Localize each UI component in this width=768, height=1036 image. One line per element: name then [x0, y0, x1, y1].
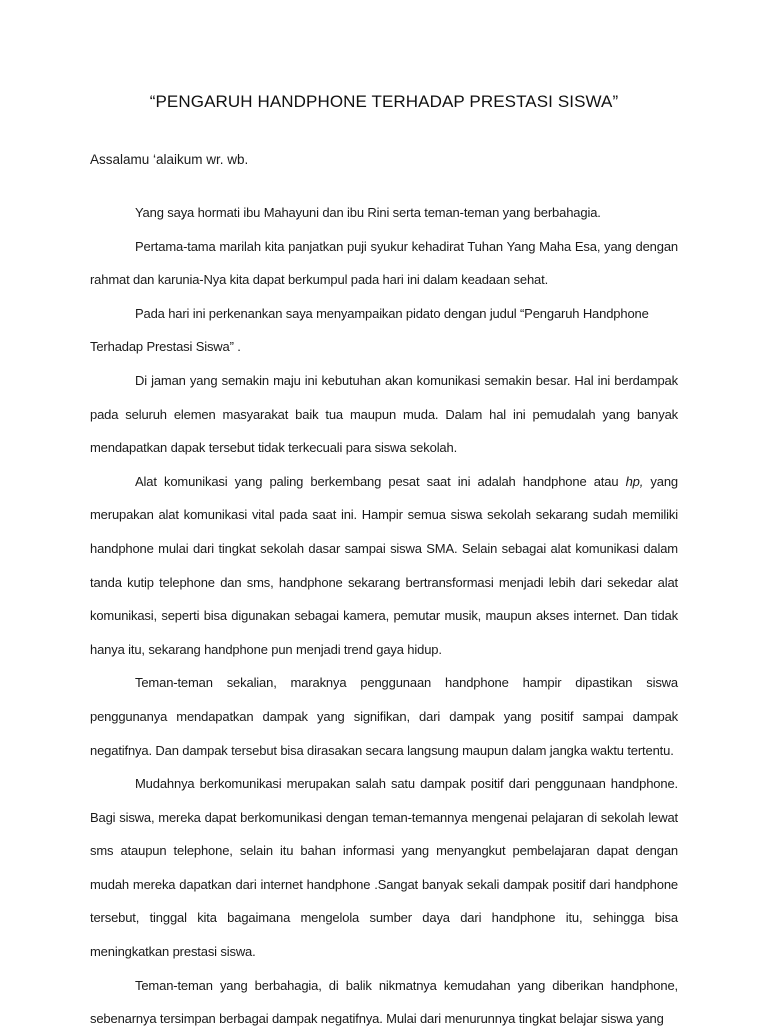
paragraph-opening: Pertama-tama marilah kita panjatkan puji syukur kehadirat Tuhan Yang Maha Esa, yang dengan rahmat dan karunia-Nya kita dapat berkumpul pada hari ini dalam keadaan sehat. — [90, 238, 678, 288]
paragraph-topic: Pada hari ini perkenankan saya menyampaikan pidato dengan judul “Pengaruh Handphone Terhadap Prestasi Siswa” . — [90, 305, 649, 355]
greeting-line: Assalamu ‘alaikum wr. wb. — [90, 152, 249, 167]
paragraph-positive: Mudahnya berkomunikasi merupakan salah satu dampak positif dari penggunaan handphone. Bagi siswa, mereka dapat berkomunikasi dengan teman-temannya mengenai pelajaran di sekolah lewat sms ataupun telephone, selain itu bahan informasi yang menyangkut pembelajaran dapat dengan mudah mereka dapatkan dari internet handphone .Sangat banyak sekali dampak positif dari handphone tersebut, tinggal kita bagaimana mengelola sumber daya dari handphone itu, sehingga bisa meningkatkan prestasi siswa. — [90, 776, 678, 960]
paragraph-negative: Teman-teman yang berbahagia, di balik nikmatnya kemudahan yang diberikan handphone, sebenarnya tersimpan berbagai dampak negatifnya. Mulai dari menurunnya tingkat belajar siswa yang — [90, 977, 678, 1027]
paragraph-salutation: Yang saya hormati ibu Mahayuni dan ibu Rini serta teman-teman yang berbahagia. — [135, 205, 601, 220]
paragraph-handphone-start: Alat komunikasi yang paling berkembang pesat saat ini adalah handphone atau — [135, 473, 626, 489]
paragraph-handphone-em: hp, — [625, 473, 644, 489]
paragraph-impact: Teman-teman sekalian, maraknya penggunaan handphone hampir dipastikan siswa penggunanya mendapatkan dampak yang signifikan, dari dampak yang positif sampai dampak negatifnya. Dan dampak tersebut bisa dirasakan secara langsung maupun dalam jangka waktu tertentu. — [90, 675, 678, 758]
paragraph-handphone — [90, 465, 678, 667]
paragraph-context: Di jaman yang semakin maju ini kebutuhan akan komunikasi semakin besar. Hal ini berdampak pada seluruh elemen masyarakat baik tua maupun muda. Dalam hal ini pemudalah yang banyak mendapatkan dapak tersebut tidak terkecuali para siswa sekolah. — [90, 372, 678, 456]
document-body — [90, 196, 678, 1036]
document-title: “PENGARUH HANDPHONE TERHADAP PRESTASI SISWA” — [149, 92, 619, 111]
paragraph-handphone-end: yang merupakan alat komunikasi vital pada saat ini. Hampir semua siswa sekolah sekarang sudah memiliki handphone mulai dari tingkat sekolah dasar sampai siswa SMA. Selain sebagai alat komunikasi dalam tanda kutip telephone dan sms, handphone sekarang bertransformasi menjadi lebih dari sekedar alat komunikasi, seperti bisa digunakan sebagai kamera, pemutar musik, maupun akses internet. Dan tidak hanya itu, sekarang handphone pun menjadi trend gaya hidup. — [90, 473, 678, 657]
